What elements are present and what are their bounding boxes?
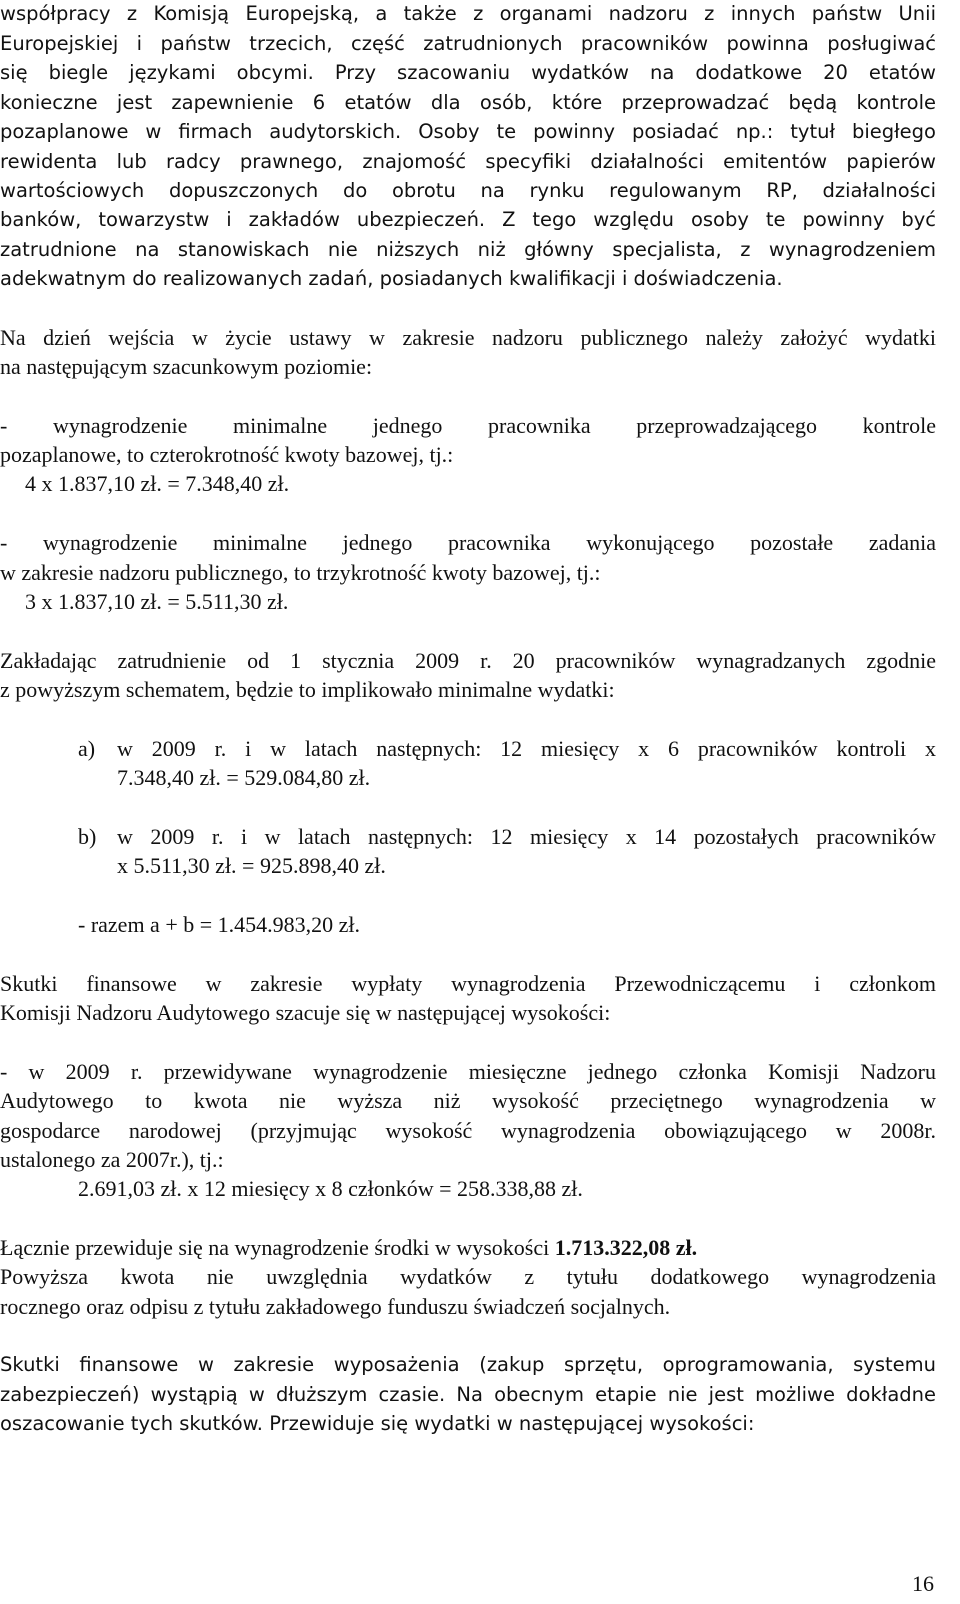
paragraph-7-line-1: Skutki finansowe w zakresie wyposażenia (zakup sprzętu, oprogramowania, systemu <box>0 1353 936 1376</box>
paragraph-3-line-1: Zakładając zatrudnienie od 1 stycznia 2009 r. 20 pracowników wynagradzanych zgodnie <box>0 648 936 673</box>
paragraph-1-line-3: się biegle językami obcymi. Przy szacowaniu wydatków na dodatkowe 20 etatów <box>0 61 936 84</box>
item-1-line-2: pozaplanowe, to czterokrotność kwoty bazowej, tj.: <box>0 442 454 467</box>
paragraph-6-line-2: Powyższa kwota nie uwzględnia wydatków z tytułu dodatkowego wynagrodzenia <box>0 1264 936 1289</box>
paragraph-5-calculation: 2.691,03 zł. x 12 miesięcy x 8 członków = 258.338,88 zł. <box>78 1176 583 1201</box>
list-b-line-1: w 2009 r. i w latach następnych: 12 miesięcy x 14 pozostałych pracowników <box>117 824 936 849</box>
paragraph-5-line-1: - w 2009 r. przewidywane wynagrodzenie miesięczne jednego członka Komisji Nadzoru <box>0 1059 936 1084</box>
item-1-line-1: - wynagrodzenie minimalne jednego pracownika przeprowadzającego kontrole <box>0 413 936 438</box>
item-1-calculation: 4 x 1.837,10 zł. = 7.348,40 zł. <box>25 471 290 496</box>
list-b-line-2: x 5.511,30 zł. = 925.898,40 zł. <box>117 853 386 878</box>
paragraph-1-line-9: zatrudnione na stanowiskach nie niższych niż główny specjalista, z wynagrodzeniem <box>0 238 936 261</box>
item-2-line-1: - wynagrodzenie minimalne jednego pracownika wykonującego pozostałe zadania <box>0 530 936 555</box>
paragraph-7-line-3: oszacowanie tych skutków. Przewiduje się wydatki w następującej wysokości: <box>0 1412 755 1435</box>
page-number: 16 <box>912 1571 934 1596</box>
list-a-line-1: w 2009 r. i w latach następnych: 12 miesięcy x 6 pracowników kontroli x <box>117 736 936 761</box>
paragraph-5-line-4: ustalonego za 2007r.), tj.: <box>0 1147 224 1172</box>
total-line: - razem a + b = 1.454.983,20 zł. <box>78 912 361 937</box>
paragraph-1-line-6: rewidenta lub radcy prawnego, znajomość specyfiki działalności emitentów papierów <box>0 150 936 173</box>
total-remuneration-amount: 1.713.322,08 zł. <box>554 1235 698 1260</box>
paragraph-4-line-1: Skutki finansowe w zakresie wypłaty wynagrodzenia Przewodniczącemu i członkom <box>0 971 936 996</box>
paragraph-1-line-2: Europejskiej i państw trzecich, część zatrudnionych pracowników powinna posługiwać <box>0 32 936 55</box>
paragraph-5-line-2: Audytowego to kwota nie wyższa niż wysokość przeciętnego wynagrodzenia w <box>0 1088 936 1113</box>
paragraph-1-line-1: współpracy z Komisją Europejską, a także z organami nadzoru z innych państw Unii <box>0 2 936 25</box>
paragraph-5-line-3: gospodarce narodowej (przyjmując wysokość wynagrodzenia obowiązującego w 2008r. <box>0 1118 936 1143</box>
total-remuneration-label: Łącznie przewiduje się na wynagrodzenie środki w wysokości <box>0 1235 555 1260</box>
paragraph-1-line-5: pozaplanowe w firmach audytorskich. Osoby te powinny posiadać np.: tytuł biegłego <box>0 120 936 143</box>
paragraph-3-line-2: z powyższym schematem, będzie to implikowało minimalne wydatki: <box>0 677 615 702</box>
paragraph-7-line-2: zabezpieczeń) wystąpią w dłuższym czasie. Na obecnym etapie nie jest możliwe dokładne <box>0 1383 936 1406</box>
paragraph-1-line-7: wartościowych dopuszczonych do obrotu na rynku regulowanym RP, działalności <box>0 179 936 202</box>
paragraph-2-line-2: na następującym szacunkowym poziomie: <box>0 354 373 379</box>
item-2-line-2: w zakresie nadzoru publicznego, to trzykrotność kwoty bazowej, tj.: <box>0 560 601 585</box>
paragraph-1-line-10: adekwatnym do realizowanych zadań, posiadanych kwalifikacji i doświadczenia. <box>0 267 783 290</box>
paragraph-6-line-3: rocznego oraz odpisu z tytułu zakładowego funduszu świadczeń socjalnych. <box>0 1294 671 1319</box>
list-a-line-2: 7.348,40 zł. = 529.084,80 zł. <box>117 765 371 790</box>
paragraph-4-line-2: Komisji Nadzoru Audytowego szacuje się w następującej wysokości: <box>0 1000 611 1025</box>
paragraph-1-line-4: konieczne jest zapewnienie 6 etatów dla osób, które przeprowadzać będą kontrole <box>0 91 936 114</box>
paragraph-6-line-1 <box>0 1233 697 1263</box>
list-b-marker: b) <box>78 824 97 849</box>
item-2-calculation: 3 x 1.837,10 zł. = 5.511,30 zł. <box>25 589 289 614</box>
list-a-marker: a) <box>78 736 96 761</box>
paragraph-1-line-8: banków, towarzystw i zakładów ubezpieczeń. Z tego względu osoby te powinny być <box>0 208 936 231</box>
paragraph-2-line-1: Na dzień wejścia w życie ustawy w zakresie nadzoru publicznego należy założyć wydatki <box>0 325 936 350</box>
